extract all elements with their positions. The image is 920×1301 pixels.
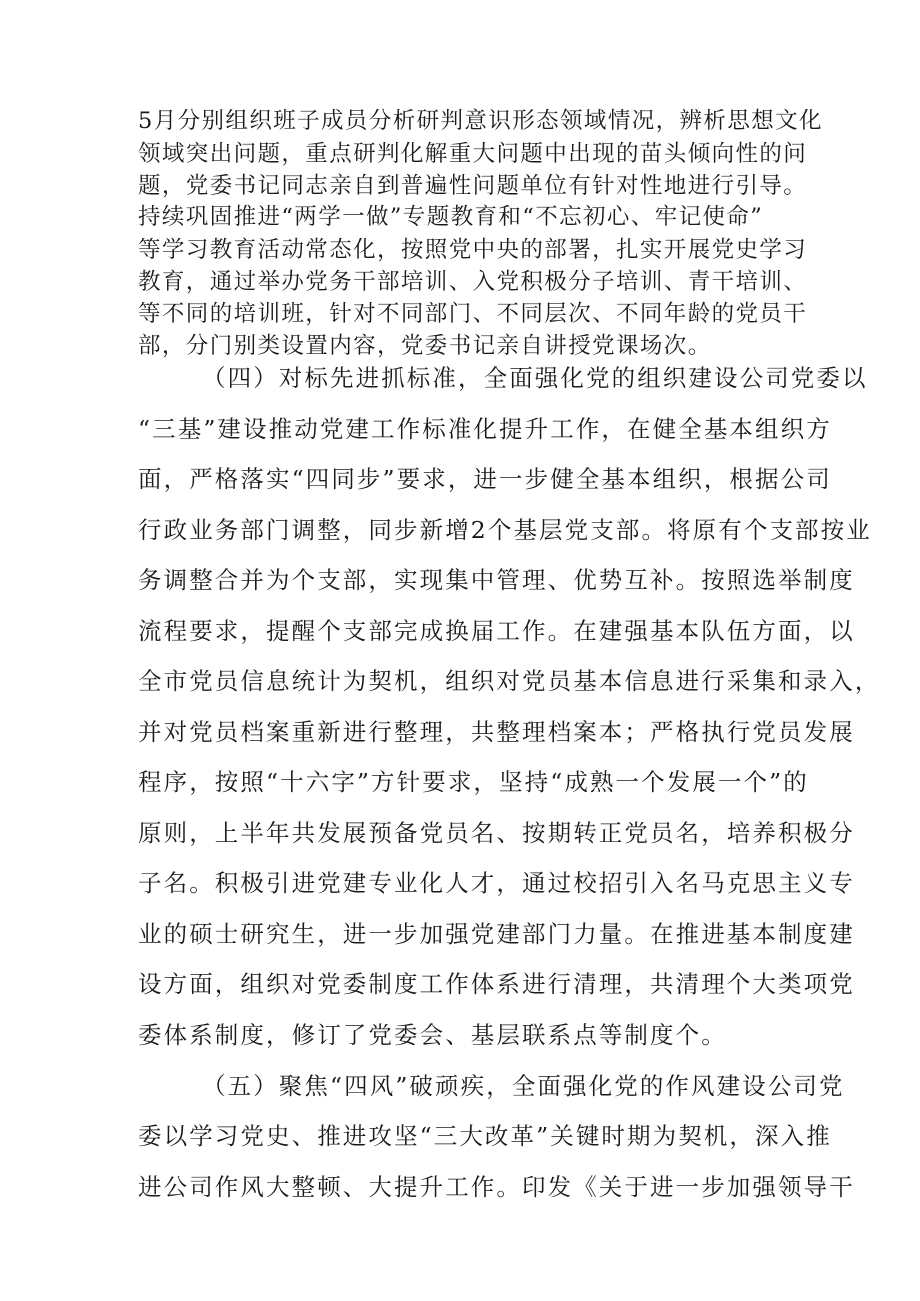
text-line: 业的硕士研究生，进一步加强党建部门力量。在推进基本制度建: [138, 920, 855, 948]
text-line: 持续巩固推进“两学一做”专题教育和“不忘初心、牢记使命”: [138, 204, 764, 230]
text-line: （四）对标先进抓标准，全面强化党的组织建设公司党委以: [202, 364, 868, 392]
text-line: 委以学习党史、推进攻坚“三大改革”关键时期为契机，深入推: [138, 1122, 832, 1150]
text-line: 领域突出问题，重点研判化解重大问题中出现的苗头倾向性的问: [138, 141, 808, 167]
text-line: 流程要求，提醒个支部完成换届工作。在建强基本队伍方面，以: [138, 617, 855, 645]
text-line: 面，严格落实“四同步”要求，进一步健全基本组织，根据公司: [138, 465, 832, 493]
text-line: 等不同的培训班，针对不同部门、不同层次、不同年龄的党员干: [138, 301, 808, 327]
text-line: 等学习教育活动常态化，按照党中央的部署，扎实开展党史学习: [138, 237, 808, 263]
text-line: 5月分别组织班子成员分析研判意识形态领域情况，辨析思想文化: [138, 108, 823, 134]
text-line: 子名。积极引进党建专业化人才，通过校招引入名马克思主义专: [138, 869, 855, 897]
text-line: 原则，上半年共发展预备党员名、按期转正党员名，培养积极分: [138, 819, 855, 847]
text-line: （五）聚焦“四风”破顽疾，全面强化党的作风建设公司党: [202, 1072, 845, 1100]
text-line: 教育，通过举办党务干部培训、入党积极分子培训、青干培训、: [138, 269, 808, 295]
text-line: 并对党员档案重新进行整理，共整理档案本；严格执行党员发展: [138, 718, 855, 746]
text-line: 题，党委书记同志亲自到普遍性问题单位有针对性地进行引导。: [138, 173, 808, 199]
text-line: 部，分门别类设置内容，党委书记亲自讲授党课场次。: [138, 333, 712, 359]
text-line: 行政业务部门调整，同步新增2个基层党支部。将原有个支部按业: [138, 516, 872, 544]
text-line: 务调整合并为个支部，实现集中管理、优势互补。按照选举制度: [138, 566, 855, 594]
text-line: 程序，按照“十六字”方针要求，坚持“成熟一个发展一个”的: [138, 768, 809, 796]
text-line: 委体系制度，修订了党委会、基层联系点等制度个。: [138, 1021, 727, 1049]
text-line: 进公司作风大整顿、大提升工作。印发《关于进一步加强领导干: [138, 1173, 855, 1201]
text-line: 全市党员信息统计为契机，组织对党员基本信息进行采集和录入，: [138, 667, 881, 695]
text-line: “三基”建设推动党建工作标准化提升工作，在健全基本组织方: [138, 415, 832, 443]
text-line: 设方面，组织对党委制度工作体系进行清理，共清理个大类项党: [138, 970, 855, 998]
